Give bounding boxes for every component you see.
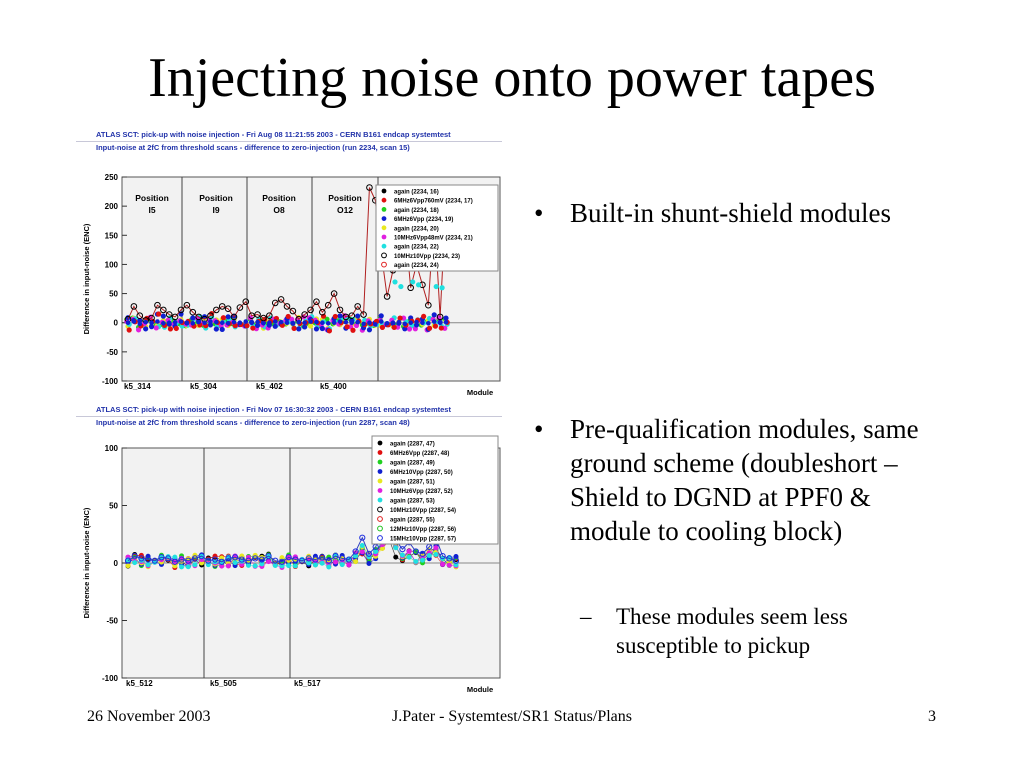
data-point <box>238 320 243 325</box>
data-point <box>266 559 271 564</box>
position-sub-label: O12 <box>336 205 354 215</box>
data-point <box>179 319 184 324</box>
data-point <box>393 545 398 550</box>
legend-entry: 6MHz6Vpp760mV (2234, 17) <box>394 198 473 205</box>
data-point <box>249 320 254 325</box>
data-point <box>332 320 337 325</box>
bullet-item <box>534 196 944 230</box>
data-point <box>243 319 248 324</box>
legend-entry: 10MHz6Vpp (2287, 52) <box>390 489 453 495</box>
legend-entry: again (2234, 20) <box>394 226 439 233</box>
sub-bullet-text: These modules seem less susceptible to pickup <box>616 604 848 658</box>
plot-canvas <box>76 430 502 692</box>
bullet-glyph: • <box>534 198 544 228</box>
data-point <box>367 320 372 325</box>
data-point <box>220 327 225 332</box>
data-point <box>192 562 197 567</box>
y-axis-label: Difference in input-noise (ENC) <box>82 223 91 335</box>
data-point <box>355 320 360 325</box>
slide-title: Injecting noise onto power tapes <box>148 47 876 109</box>
data-point <box>444 320 449 325</box>
data-point <box>338 319 343 324</box>
y-axis-label: Difference in input-noise (ENC) <box>82 507 91 619</box>
plot-header <box>76 404 502 429</box>
data-point <box>293 564 298 569</box>
data-point <box>220 320 225 325</box>
y-tick-label: 100 <box>104 260 118 270</box>
legend-marker <box>378 460 383 465</box>
data-point <box>314 320 319 325</box>
data-point <box>156 311 161 316</box>
legend-marker <box>382 225 387 230</box>
data-point <box>320 561 325 566</box>
module-label: k5_505 <box>210 679 237 688</box>
data-point <box>126 563 131 568</box>
legend-entry: 10MHz6Vpp48mV (2234, 21) <box>394 235 473 242</box>
data-point <box>344 320 349 325</box>
y-tick-label: -50 <box>106 616 118 626</box>
data-point <box>410 279 415 284</box>
plot-header-line2: Input-noise at 2fC from threshold scans - difference to zero-injection (run 2234, scan 15) <box>76 141 502 154</box>
plot-header-line2: Input-noise at 2fC from threshold scans - difference to zero-injection (run 2287, scan 48) <box>76 416 502 429</box>
data-point <box>261 321 266 326</box>
data-point <box>433 545 438 550</box>
y-tick-label: 50 <box>109 501 118 511</box>
legend-marker <box>382 235 387 240</box>
position-label: Position <box>328 193 362 203</box>
data-point <box>333 314 338 319</box>
data-point <box>185 320 190 325</box>
data-point <box>349 320 354 325</box>
legend-marker <box>382 198 387 203</box>
legend-entry: again (2234, 16) <box>394 189 439 196</box>
plot-header-line1: ATLAS SCT: pick-up with noise injection - Fri Aug 08 11:21:55 2003 - CERN B161 endcap systemtest <box>96 130 451 139</box>
bullet-glyph: • <box>534 414 544 444</box>
legend-entry: 6MHz10Vpp (2287, 50) <box>390 470 453 476</box>
data-point <box>214 320 219 325</box>
data-point <box>190 321 195 326</box>
y-tick-label: -50 <box>106 347 118 357</box>
position-sub-label: O8 <box>273 205 285 215</box>
data-point <box>413 559 418 564</box>
data-point <box>127 327 132 332</box>
position-sub-label: I9 <box>212 205 220 215</box>
data-point <box>420 320 425 325</box>
data-point <box>420 558 425 563</box>
data-point <box>302 320 307 325</box>
data-point <box>173 320 178 325</box>
data-point <box>340 562 345 567</box>
legend-entry: again (2234, 24) <box>394 263 439 270</box>
data-point <box>353 559 358 564</box>
legend-entry: 6MHz6Vpp (2234, 19) <box>394 217 454 224</box>
module-label: k5_402 <box>256 382 283 391</box>
module-label: k5_517 <box>294 679 321 688</box>
module-label: k5_400 <box>320 382 347 391</box>
bullet-item <box>534 412 944 548</box>
module-label: k5_512 <box>126 679 153 688</box>
legend-entry: again (2287, 51) <box>390 479 435 486</box>
data-point <box>400 553 405 558</box>
data-point <box>168 326 173 331</box>
module-label: k5_304 <box>190 382 217 391</box>
data-point <box>149 320 154 325</box>
data-point <box>408 320 413 325</box>
legend-entry: again (2287, 55) <box>390 517 435 524</box>
y-tick-label: 0 <box>113 559 118 568</box>
data-point <box>360 543 365 548</box>
data-point <box>366 561 371 566</box>
legend-marker <box>378 469 383 474</box>
position-label: Position <box>262 193 296 203</box>
data-point <box>244 323 249 328</box>
data-point <box>273 324 278 329</box>
data-point <box>407 555 412 560</box>
legend-entry: again (2234, 18) <box>394 207 439 214</box>
data-point <box>291 326 296 331</box>
data-point <box>132 560 137 565</box>
data-point <box>440 562 445 567</box>
footer-page-number: 3 <box>928 708 936 725</box>
data-point <box>361 322 366 327</box>
data-point <box>346 562 351 567</box>
data-point <box>202 320 207 325</box>
data-point <box>320 326 325 331</box>
data-point <box>132 319 137 324</box>
y-tick-label: 100 <box>104 444 118 453</box>
legend-marker <box>382 216 387 221</box>
data-point <box>438 320 443 325</box>
data-point <box>434 284 439 289</box>
data-point <box>286 563 291 568</box>
data-point <box>379 313 384 318</box>
data-point <box>427 326 432 331</box>
y-tick-label: 200 <box>104 202 118 212</box>
data-point <box>344 324 349 329</box>
legend-entry: 10MHz10Vpp (2287, 54) <box>390 508 457 514</box>
data-point <box>379 319 384 324</box>
data-point <box>155 319 160 324</box>
data-point <box>392 279 397 284</box>
data-point <box>427 553 432 558</box>
data-point <box>253 563 258 568</box>
data-point <box>385 321 390 326</box>
data-point <box>433 552 438 557</box>
data-point <box>414 320 419 325</box>
legend-marker <box>378 479 383 484</box>
data-point <box>320 320 325 325</box>
footer-center: J.Pater - Systemtest/SR1 Status/Plans <box>391 708 632 725</box>
plot-canvas <box>76 155 502 402</box>
data-point <box>174 326 179 331</box>
data-point <box>426 321 431 326</box>
data-point <box>255 320 260 325</box>
x-axis-label: Module <box>466 685 494 692</box>
data-point <box>447 563 452 568</box>
legend-marker <box>382 207 387 212</box>
data-point <box>421 314 426 319</box>
data-point <box>232 320 237 325</box>
data-point <box>326 564 331 569</box>
data-point <box>267 320 272 325</box>
data-point <box>432 319 437 324</box>
data-point <box>214 326 219 331</box>
y-tick-label: -100 <box>101 377 118 386</box>
y-tick-label: 0 <box>113 318 118 328</box>
legend-entry: again (2234, 22) <box>394 244 439 251</box>
data-point <box>308 319 313 324</box>
legend-marker <box>378 441 383 446</box>
data-point <box>337 313 342 318</box>
position-label: Position <box>135 193 169 203</box>
position-sub-label: I5 <box>148 205 156 215</box>
data-point <box>186 564 191 569</box>
data-point <box>367 327 372 332</box>
noise-plot-aug <box>76 129 502 402</box>
plot-header-line1: ATLAS SCT: pick-up with noise injection - Fri Nov 07 16:30:32 2003 - CERN B161 endcap systemtest <box>96 405 451 414</box>
data-point <box>279 320 284 325</box>
data-point <box>433 324 438 329</box>
legend-marker <box>382 189 387 194</box>
data-point <box>167 320 172 325</box>
data-point <box>143 326 148 331</box>
bullet-text: Built-in shunt-shield modules <box>570 198 891 228</box>
data-point <box>350 328 355 333</box>
legend-entry: 12MHz10Vpp (2287, 56) <box>390 527 457 533</box>
data-point <box>233 560 238 565</box>
data-point <box>196 320 201 325</box>
sub-bullet-item <box>580 602 950 660</box>
x-axis-label: Module <box>466 388 494 397</box>
data-point <box>313 562 318 567</box>
data-point <box>221 315 226 320</box>
data-point <box>402 322 407 327</box>
data-point <box>314 326 319 331</box>
data-point <box>360 549 365 554</box>
data-point <box>397 320 402 325</box>
data-point <box>308 323 313 328</box>
data-point <box>154 325 159 330</box>
data-point <box>161 314 166 319</box>
data-point <box>416 282 421 287</box>
legend-entry: again (2287, 47) <box>390 441 435 448</box>
legend-entry: again (2287, 49) <box>390 460 435 467</box>
data-point <box>285 320 290 325</box>
legend-entry: 15MHz10Vpp (2287, 57) <box>390 536 457 543</box>
data-point <box>137 322 142 327</box>
legend-marker <box>382 244 387 249</box>
legend-entry: 6MHz6Vpp (2287, 48) <box>390 451 450 457</box>
data-point <box>291 321 296 326</box>
data-point <box>226 314 231 319</box>
legend-marker <box>378 450 383 455</box>
data-point <box>392 325 397 330</box>
data-point <box>327 328 332 333</box>
dash-glyph: – <box>580 604 592 629</box>
data-point <box>440 285 445 290</box>
data-point <box>407 549 412 554</box>
data-point <box>161 321 166 326</box>
data-point <box>393 555 398 560</box>
data-point <box>143 320 148 325</box>
y-tick-label: 250 <box>104 173 118 182</box>
data-point <box>333 559 338 564</box>
legend-entry: 10MHz10Vpp (2234, 23) <box>394 253 461 260</box>
legend-marker <box>378 498 383 503</box>
data-point <box>273 319 278 324</box>
bullet-text: Pre-qualification modules, same ground scheme (doubleshort – Shield to DGND at PPF0 & module to cooling block) <box>570 414 919 546</box>
data-point <box>226 564 231 569</box>
data-point <box>190 315 195 320</box>
data-point <box>296 320 301 325</box>
data-point <box>250 325 255 330</box>
data-point <box>126 320 131 325</box>
plot-header <box>76 129 502 154</box>
y-tick-label: 50 <box>109 289 118 299</box>
data-point <box>439 325 444 330</box>
footer-date: 26 November 2003 <box>87 708 211 725</box>
data-point <box>326 321 331 326</box>
data-point <box>355 313 360 318</box>
data-point <box>391 320 396 325</box>
y-tick-label: 150 <box>104 231 118 241</box>
data-point <box>296 326 301 331</box>
legend-entry: again (2287, 53) <box>390 498 435 505</box>
data-point <box>286 314 291 319</box>
noise-plot-nov <box>76 404 502 692</box>
y-tick-label: -100 <box>101 674 118 683</box>
data-point <box>432 312 437 317</box>
data-point <box>380 325 385 330</box>
data-point <box>226 321 231 326</box>
position-label: Position <box>199 193 233 203</box>
data-point <box>373 322 378 327</box>
legend-marker <box>378 488 383 493</box>
data-point <box>146 562 151 567</box>
module-label: k5_314 <box>124 382 151 391</box>
data-point <box>398 284 403 289</box>
data-point <box>208 319 213 324</box>
data-point <box>179 564 184 569</box>
